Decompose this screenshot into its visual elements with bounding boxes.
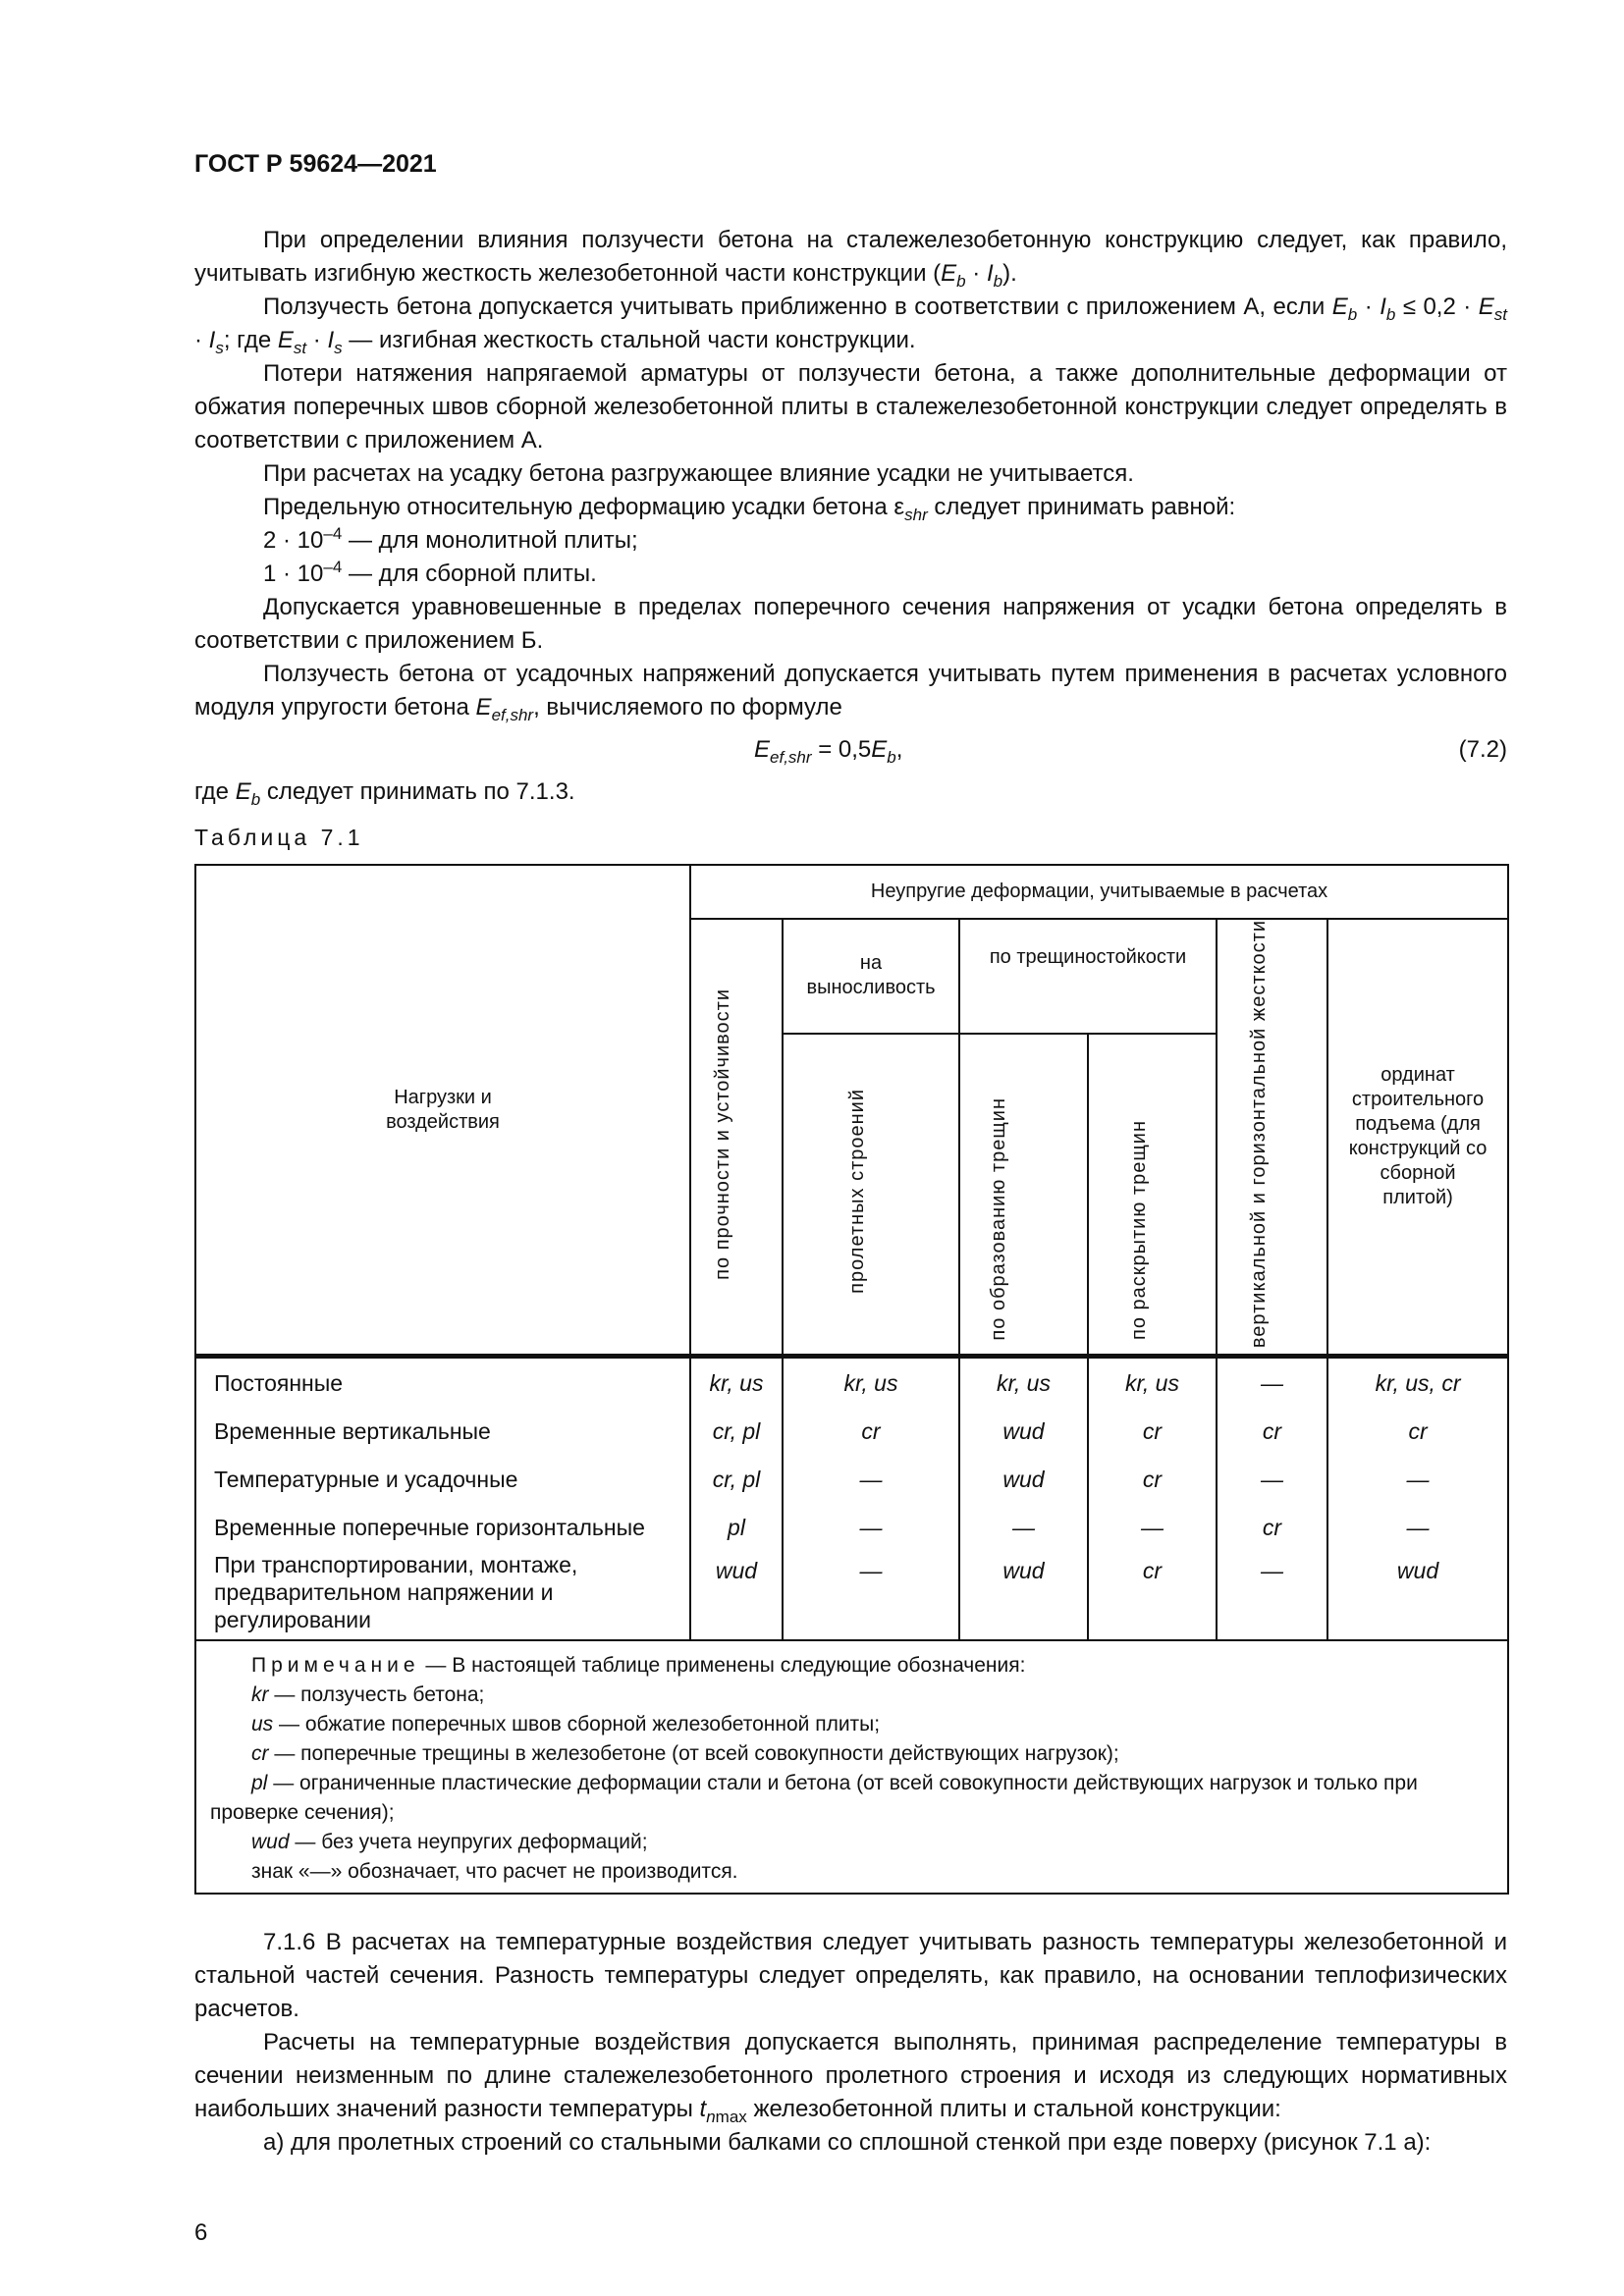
table-cell: cr xyxy=(1217,1503,1327,1551)
table-cell: — xyxy=(783,1551,959,1640)
note-description: — поперечные трещины в железобетоне (от всей совокупности действующих нагрузок); xyxy=(268,1742,1119,1766)
note-item xyxy=(210,1769,1493,1828)
text-segment: b xyxy=(250,790,261,809)
header-group: Неупругие деформации, учитываемые в расчетах xyxy=(690,865,1508,919)
text-segment: E xyxy=(277,327,294,353)
row-label: При транспортировании, монтаже, предварительном напряжении и регулировании xyxy=(195,1551,690,1640)
text-segment: Ползучесть бетона допускается учитывать приближенно в соответствии с приложением А, если xyxy=(263,294,1332,320)
header-stiffness: вертикальной и горизонтальной жесткости xyxy=(1217,919,1327,1357)
text-segment: b xyxy=(956,272,966,291)
table-cell: — xyxy=(783,1503,959,1551)
table-cell: kr, us xyxy=(1088,1357,1217,1408)
table-cell: kr, us xyxy=(690,1357,783,1408)
note-description: — обжатие поперечных швов сборной железобетонной плиты; xyxy=(273,1713,881,1736)
note-item xyxy=(210,1857,1493,1887)
row-label: Временные поперечные горизонтальные xyxy=(195,1503,690,1551)
paragraph xyxy=(194,2026,1507,2126)
text-segment: s xyxy=(334,339,343,357)
text-segment: · xyxy=(194,327,209,353)
text-segment: · xyxy=(306,327,328,353)
note-item xyxy=(210,1739,1493,1769)
table-cell: — xyxy=(1217,1455,1327,1503)
note-symbol: cr xyxy=(251,1742,269,1766)
text-segment: · xyxy=(965,260,987,287)
table-row xyxy=(195,1455,1508,1503)
text-segment: — изгибная жесткость стальной части конструкции. xyxy=(342,327,916,353)
text-segment: s xyxy=(215,339,224,357)
text-segment: shr xyxy=(904,506,928,524)
table-cell: — xyxy=(1327,1503,1508,1551)
text-segment: –4 xyxy=(323,558,343,576)
table-row xyxy=(195,1551,1508,1640)
table-cell: — xyxy=(1217,1357,1327,1408)
text-segment: 1 · 10 xyxy=(263,561,324,587)
table-cell: cr xyxy=(1088,1455,1217,1503)
table-row xyxy=(195,1357,1508,1408)
table-cell: — xyxy=(1088,1503,1217,1551)
row-label: Температурные и усадочные xyxy=(195,1455,690,1503)
text-segment: E xyxy=(235,778,251,805)
text-segment: E xyxy=(1331,294,1348,320)
page-number: 6 xyxy=(194,2219,208,2247)
header-endurance: на выносливость xyxy=(783,919,959,1034)
text-segment: E xyxy=(871,736,888,763)
text-segment: — для монолитной плиты; xyxy=(342,527,638,554)
table-cell: kr, us, cr xyxy=(1327,1357,1508,1408)
note-item xyxy=(210,1681,1493,1710)
page xyxy=(194,147,1507,2248)
table-row xyxy=(195,1407,1508,1455)
note-item xyxy=(210,1828,1493,1857)
section-7-1-6 xyxy=(194,1926,1507,2160)
note-intro: — В настоящей таблице применены следующие обозначения: xyxy=(419,1654,1026,1678)
note-symbol: wud xyxy=(251,1831,290,1854)
table-note xyxy=(195,1640,1508,1894)
table-cell: pl xyxy=(690,1503,783,1551)
text-segment: b xyxy=(1347,305,1358,324)
text-segment: max xyxy=(715,2108,747,2127)
table-cell: cr xyxy=(1327,1407,1508,1455)
text-segment: Допускается уравновешенные в пределах поперечного сечения напряжения от усадки бетона определять в соответствии с приложением Б. xyxy=(194,594,1507,654)
text-segment: ef,shr xyxy=(491,706,534,724)
text-segment: I xyxy=(327,327,335,353)
table-cell: kr, us xyxy=(959,1357,1088,1408)
note-description: знак «—» обозначает, что расчет не производится. xyxy=(251,1860,738,1884)
paragraph xyxy=(194,357,1507,457)
paragraph xyxy=(194,558,1507,591)
text-segment: E xyxy=(475,694,492,721)
note-description: — ползучесть бетона; xyxy=(268,1683,485,1707)
formula-number: (7.2) xyxy=(1458,736,1507,763)
text-segment: t xyxy=(699,2096,707,2123)
text-segment: I xyxy=(1380,294,1386,320)
header-loads: Нагрузки и воздействия xyxy=(195,865,690,1357)
text-segment: При расчетах на усадку бетона разгружающее влияние усадки не учитывается. xyxy=(263,460,1134,487)
text-segment: n xyxy=(706,2108,716,2127)
table-cell: wud xyxy=(959,1551,1088,1640)
table-cell: wud xyxy=(690,1551,783,1640)
text-segment: 7.1.6 В расчетах на температурные воздействия следует учитывать разность температуры железобетонной и стальной частей сечения. Разность температуры следует определять, как правило, на основании теплофизических расчетов. xyxy=(194,1929,1507,2023)
note-symbol: kr xyxy=(251,1683,269,1707)
paragraph xyxy=(194,524,1507,558)
text-segment: b xyxy=(1385,305,1396,324)
paragraph xyxy=(194,291,1507,357)
paragraph xyxy=(194,658,1507,724)
text-segment: st xyxy=(1493,305,1508,324)
body-text xyxy=(194,224,1507,809)
table-cell: — xyxy=(959,1503,1088,1551)
paragraph xyxy=(194,224,1507,291)
table-cell: — xyxy=(783,1455,959,1503)
text-segment: I xyxy=(986,260,994,287)
note-description: — без учета неупругих деформаций; xyxy=(289,1831,648,1854)
table-cell: wud xyxy=(959,1455,1088,1503)
text-segment: 2 · 10 xyxy=(263,527,324,554)
text-segment: следует принимать по 7.1.3. xyxy=(260,778,575,805)
text-segment: , вычисляемого по формуле xyxy=(533,694,842,721)
header-crack-formation: по образованию трещин xyxy=(959,1034,1088,1357)
text-segment: Расчеты на температурные воздействия допускается выполнять, принимая распределение температуры в сечении неизменным по длине сталежелезобетонного пролетного строения и исходя из следующих нормативных наибольших значений разности температуры xyxy=(194,2029,1507,2123)
paragraph xyxy=(194,591,1507,658)
table-cell: — xyxy=(1217,1551,1327,1640)
text-segment: где xyxy=(194,778,236,805)
header-camber: ординат строительного подъема (для конструкций со сборной плитой) xyxy=(1327,919,1508,1357)
formula-expression xyxy=(754,724,902,775)
table-cell: cr xyxy=(783,1407,959,1455)
text-segment: ). xyxy=(1002,260,1017,287)
paragraph xyxy=(194,457,1507,491)
note-symbol: pl xyxy=(251,1772,268,1795)
text-segment: · xyxy=(1357,294,1380,320)
note-title: Примечание xyxy=(251,1654,420,1678)
document-header: ГОСТ Р 59624—2021 xyxy=(194,150,437,178)
text-segment: b xyxy=(887,748,896,767)
table-7-1 xyxy=(194,864,1509,1895)
text-segment: –4 xyxy=(323,524,343,543)
paragraph xyxy=(194,1926,1507,2026)
text-segment: Предельную относительную деформацию усадки бетона ε xyxy=(263,494,905,520)
text-segment: а) для пролетных строений со стальными балками со сплошной стенкой при езде поверху (рисунок 7.1 а): xyxy=(263,2129,1432,2157)
table-row xyxy=(195,1503,1508,1551)
text-segment: , xyxy=(895,736,903,763)
text-segment: E xyxy=(941,260,957,287)
text-segment: При определении влияния ползучести бетона на сталежелезобетонную конструкцию следует, как правило, учитывать изгибную жесткость железобетонной части конструкции ( xyxy=(194,227,1507,287)
table-caption: Таблица 7.1 xyxy=(194,825,364,850)
text-segment: E xyxy=(754,736,771,763)
text-segment: Ползучесть бетона от усадочных напряжений допускается учитывать путем применения в расчетах условного модуля упругости бетона xyxy=(194,661,1507,721)
table-cell: kr, us xyxy=(783,1357,959,1408)
text-segment: st xyxy=(293,339,307,357)
header-crack: по трещиностойкости xyxy=(959,919,1217,1034)
text-segment: железобетонной плиты и стальной конструкции: xyxy=(746,2096,1281,2123)
text-segment: ef,shr xyxy=(770,748,812,767)
table-cell: cr xyxy=(1088,1407,1217,1455)
table-cell: wud xyxy=(1327,1551,1508,1640)
text-segment: — для сборной плиты. xyxy=(342,561,597,587)
paragraph xyxy=(194,775,1507,809)
row-label: Временные вертикальные xyxy=(195,1407,690,1455)
note-item xyxy=(210,1710,1493,1739)
text-segment: I xyxy=(208,327,216,353)
note-symbol: us xyxy=(251,1713,274,1736)
note-description: — ограниченные пластические деформации стали и бетона (от всей совокупности действующих нагрузок и только при проверке сечения); xyxy=(210,1772,1418,1825)
text-segment: Потери натяжения напрягаемой арматуры от ползучести бетона, а также дополнительные деформации от обжатия поперечных швов сборной железобетонной плиты в сталежелезобетонной конструкции следует определять в соответствии с приложением А. xyxy=(194,360,1507,454)
table-cell: cr xyxy=(1088,1551,1217,1640)
table-cell: cr, pl xyxy=(690,1455,783,1503)
text-segment: b xyxy=(993,272,1003,291)
table-cell: cr xyxy=(1217,1407,1327,1455)
table-cell: cr, pl xyxy=(690,1407,783,1455)
paragraph xyxy=(194,2126,1507,2160)
row-label: Постоянные xyxy=(195,1357,690,1408)
paragraph xyxy=(194,491,1507,524)
table-cell: — xyxy=(1327,1455,1508,1503)
text-segment: следует принимать равной: xyxy=(927,494,1236,520)
header-span: пролетных строений xyxy=(783,1034,959,1357)
text-segment: ; где xyxy=(223,327,278,353)
header-strength: по прочности и устойчивости xyxy=(690,919,783,1357)
formula-7-2 xyxy=(194,724,1507,775)
text-segment: E xyxy=(1478,294,1494,320)
table-cell: wud xyxy=(959,1407,1088,1455)
header-crack-opening: по раскрытию трещин xyxy=(1088,1034,1217,1357)
text-segment: ≤ 0,2 · xyxy=(1395,294,1479,320)
text-segment: = 0,5 xyxy=(811,736,872,763)
